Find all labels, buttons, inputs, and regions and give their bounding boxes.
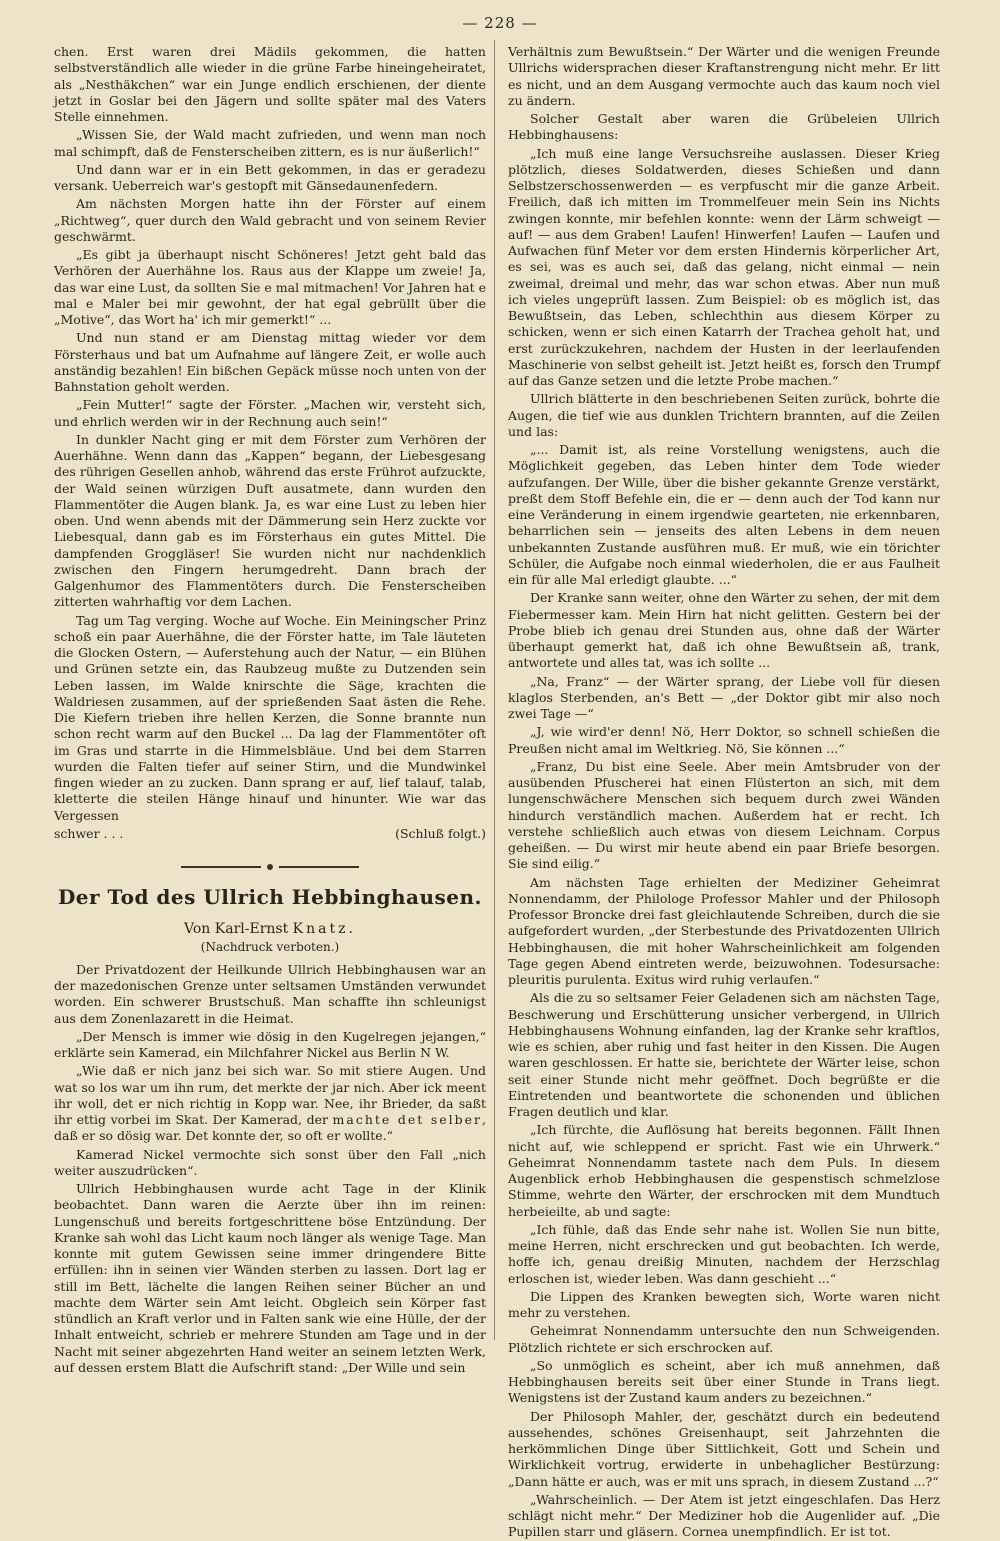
left-paragraph: Und dann war er in ein Bett gekommen, in das er geradezu versank. Ueberreich war's gestopft mit Gänsedaunenfedern.: [54, 161, 486, 193]
left-paragraph: Kamerad Nickel vermochte sich sonst über den Fall „nich weiter auszudrücken“.: [54, 1146, 486, 1178]
byline-author: Knatz.: [292, 921, 356, 937]
right-paragraph: „Wahrscheinlich. — Der Atem ist jetzt eingeschlafen. Das Herz schlägt nicht mehr.“ Der Mediziner hob die Augenlider auf. „Die Pupillen starr und gläsern. Cornea unempfindlich. Er ist tot.: [508, 1491, 940, 1540]
right-paragraph: „Na, Franz“ — der Wärter sprang, der Liebe voll für diesen klaglos Sterbenden, an's Bett — „der Doktor gibt mir also noch zwei Tage —“: [508, 673, 940, 721]
section-ornament: [54, 864, 486, 870]
story-title: Der Tod des Ullrich Hebbinghausen.: [57, 885, 483, 909]
spaced-phrase: machte det selber: [332, 1112, 483, 1128]
right-paragraph: Verhältnis zum Bewußtsein.“ Der Wärter und die wenigen Freunde Ullrichs widersprachen dieser Kraftanstrengung nicht mehr. Er litt es nicht, und an dem Ausgang vermochte auch das kaum noch viel zu ändern.: [508, 44, 940, 108]
byline: [54, 920, 486, 938]
left-paragraph: Und nun stand er am Dienstag mittag wieder vor dem Försterhaus und bat um Aufnahme auf längere Zeit, er wolle auch anständig bezahlen! Ein bißchen Gepäck müsse noch unten von der Bahnstation geholt werden.: [54, 330, 486, 394]
last-line: schwer . . .: [54, 825, 124, 841]
left-paragraph: Tag um Tag verging. Woche auf Woche. Ein Meiningscher Prinz schoß ein paar Auerhähne, die der Förster hatte, im Tale läuteten die Glocken Ostern, — Auferstehung auch der Natur, — ein Blühen und Grünen setzte ein, das Raubzeug mußte zu Dutzenden sein Leben lassen, im Walde knirschte die Säge, krachten die Waldriesen zusammen, auf der sprießenden Saat ästen die Rehe. Die Kiefern trieben ihre hellen Kerzen, die Sonne brannte nun schon recht warm auf den Buckel ... Da lag der Flammentöter oft im Gras und starrte in die Himmelsbläue. Und bei dem Starren wurden die Falten tiefer auf seiner Stirn, und die Mundwinkel fingen wieder an zu zucken. Dann sprang er auf, lief talauf, talab, kletterte die steilen Hänge hinauf und hinunter. Wie war das Vergessen: [54, 612, 486, 823]
right-paragraph: „Ich fühle, daß das Ende sehr nahe ist. Wollen Sie nun bitte, meine Herren, nicht erschrecken und gut beobachten. Ich werde, hoffe ich, genau dreißig Minuten, nachdem der Herzschlag erloschen ist, wieder leben. Was dann geschieht ...“: [508, 1221, 940, 1286]
right-paragraph: Als die zu so seltsamer Feier Geladenen sich am nächsten Tage, Beschwerung und Erschütterung unsicher verbergend, in Ullrich Hebbinghausens Wohnung einfanden, lag der Kranke sehr kraftlos, wie es schien, aber ruhig und fast heiter in den Kissen. Die Augen waren geschlossen. Er hatte sie, berichtete der Wärter leise, schon seit einer Stunde nicht mehr geöffnet. Doch begrüßte er die Eintretenden und beantwortete die schonenden und üblichen Fragen deutlich und klar.: [508, 990, 940, 1119]
left-column: [54, 44, 486, 1375]
right-paragraph: Der Kranke sann weiter, ohne den Wärter zu sehen, der mit dem Fiebermesser kam. Mein Hirn hat nicht gelitten. Gestern bei der Probe blieb ich genau drei Stunden aus, ohne daß der Wärter überhaupt gemerkt hat, daß ich ohne Bewußtsein aß, trank, antwortete und alles tat, was ich sollte ...: [508, 590, 940, 671]
right-paragraph: Solcher Gestalt aber waren die Grübeleien Ullrich Hebbinghausens:: [508, 111, 940, 143]
right-paragraph: Ullrich blätterte in den beschriebenen Seiten zurück, bohrte die Augen, die tief wie aus dunklen Trichtern brannten, auf die Zeilen und las:: [508, 391, 940, 439]
left-paragraph: [54, 1063, 486, 1144]
right-paragraph: Geheimrat Nonnendamm untersuchte den nun Schweigenden. Plötzlich richtete er sich erschrocken auf.: [508, 1323, 940, 1355]
left-paragraph: Ullrich Hebbinghausen wurde acht Tage in der Klinik beobachtet. Dann waren die Aerzte über ihn im reinen: Lungenschuß und bereits fortgeschrittene böse Entzündung. Der Kranke sah wohl das Licht kaum noch länger als wenige Tage. Man konnte mit gutem Gewissen seine immer dringendere Bitte erfüllen: ihn in seinen vier Wänden sterben zu lassen. Dort lag er still im Bett, lächelte die langen Reihen seiner Bücher an und machte dem Wärter sein Amt leicht. Obgleich sein Körper fast stündlich an Kraft verlor und in Falten sank wie eine Hülle, der der Inhalt entweicht, schrieb er mehrere Stunden am Tage und in der Nacht mit seiner abgezehrten Hand weiter an seinem letzten Werk, auf dessen erstem Blatt die Aufschrift stand: „Der Wille und sein: [54, 1181, 486, 1375]
right-paragraph: „Ich muß eine lange Versuchsreihe auslassen. Dieser Krieg plötzlich, dieses Soldatwerden, dieses Schießen und dann Selbstzerschossenwerden — es verpfuscht mir die ganze Arbeit. Freilich, daß ich mitten im Trommelfeuer mein Sein ins Nichts zwingen konnte, mir befehlen konnte: wenn der Lärm schweigt — auf! — aus dem Graben! Laufen! Hinwerfen! Laufen — Laufen und Aufwachen fünf Meter vor dem ersten Hindernis körperlicher Art, es sei, was es auch sei, daß das gelang, nicht einmal — nein zweimal, dreimal und mehr, das war schon etwas. Aber nun muß ich vieles ungeprüft lassen. Zum Beispiel: ob es möglich ist, das Bewußtsein, das Leben, schlechthin aus diesem Körper zu schicken, wenn er sich einen Katarrh der Trachea geholt hat, und erst zurückzukehren, nachdem der Husten in der leerlaufenden Maschinerie von selbst geheilt ist. Jetzt heißt es, forsch den Trumpf auf das Ganze setzen und die letzte Probe machen.“: [508, 145, 940, 388]
left-paragraph: „Wissen Sie, der Wald macht zufrieden, und wenn man noch mal schimpft, daß de Fensterscheiben zittern, es is nur äußerlich!“: [54, 127, 486, 159]
page-number: — 228 —: [462, 14, 538, 32]
right-paragraph: „Franz, Du bist eine Seele. Aber mein Amtsbruder von der ausübenden Pfuscherei hat einen Flüsterton an sich, mit dem lungenschwächere Menschen sich bequem durch zwei Wänden hindurch verständlich machen. Außerdem hat er recht. Ich verstehe schließlich auch etwas von diesem Leichnam. Corpus geheißen. — Du wirst mir heute abend ein paar Briefe besorgen. Sie sind eilig.“: [508, 758, 940, 872]
left-paragraph: Am nächsten Morgen hatte ihn der Förster auf einem „Richtweg“, quer durch den Wald gebracht und von seinem Revier geschwärmt.: [54, 196, 486, 244]
right-paragraph: Der Philosoph Mahler, der, geschätzt durch ein bedeutend aussehendes, schönes Greisenhaupt, seit Jahrzehnten die herkömmlichen Dinge über Sittlichkeit, Gott und Schein und Wirklichkeit vortrug, erwiderte in unbehaglicher Bestürzung: „Dann hätte er auch, was er mit uns sprach, in diesem Zustand ...?“: [508, 1408, 940, 1489]
left-paragraph: „Fein Mutter!“ sagte der Förster. „Machen wir, versteht sich, und ehrlich werden wir in der Rechnung auch sein!“: [54, 397, 486, 429]
right-paragraph: „J, wie wird'er denn! Nö, Herr Doktor, so schnell schießen die Preußen nicht amal im Weltkrieg. Nö, Sie können ...“: [508, 724, 940, 756]
right-paragraph: Am nächsten Tage erhielten der Mediziner Geheimrat Nonnendamm, der Philologe Professor Mahler und der Philosoph Professor Broncke drei fast gleichlautende Schreiben, durch die sie aufgefordert wurden, „der Sterbestunde des Privatdozenten Ullrich Hebbinghausen, die mit hoher Wahrscheinlichkeit am folgenden Tage gegen Abend eintreten werde, beizuwohnen. Todesursache: pleuritis purulenta. Exitus wird ruhig verlaufen.“: [508, 874, 940, 987]
left-paragraph: chen. Erst waren drei Mädils gekommen, die hatten selbstverständlich alle wieder in die grüne Farbe hineingeheiratet, als „Nesthäkchen“ war ein Junge endlich erschienen, der diente jetzt in Goslar bei den Jägern und sollte später mal des Vaters Stelle einnehmen.: [54, 44, 486, 124]
left-paragraph: Der Privatdozent der Heilkunde Ullrich Hebbinghausen war an der mazedonischen Grenze unter seltsamen Umständen verwundet worden. Ein schwerer Brustschuß. Man schaffte ihn schleunigst aus dem Zonenlazarett in die Heimat.: [54, 961, 486, 1026]
ornament-line: [181, 866, 261, 868]
byline-prefix: Von Karl-Ernst: [184, 921, 289, 937]
paragraph-text: „Wie daß er nich janz bei sich war. So mit stiere Augen. Und wat so los war um ihn rum, det merkte der jar nich. Aber ick meent ihr woll, det er nich richtig in Kopp war. Nee, ihr Brieder, da saßt ihr ettig vorbei im Skat. Der Kamerad, der: [54, 1063, 486, 1128]
left-paragraph: „Der Mensch is immer wie dösig in den Kugelregen jejangen,“ erklärte sein Kamerad, ein Milchfahrer Nickel aus Berlin N W.: [54, 1028, 486, 1061]
left-paragraph: „Es gibt ja überhaupt nischt Schöneres! Jetzt geht bald das Verhören der Auerhähne los. Raus aus der Klappe um zweie! Ja, das war eine Lust, da sollten Sie e mal mitmachen! Vor Jahren hat e mal e Maler bei mir gewohnt, der hat egal gebrüllt über die „Motive“, das Wort ha' ich mir gemerkt!“ ...: [54, 247, 486, 327]
right-paragraph: „Ich fürchte, die Auflösung hat bereits begonnen. Fällt Ihnen nicht auf, wie schleppend er spricht. Fast wie ein Uhrwerk.“ Geheimrat Nonnendamm tastete nach dem Puls. In diesem Augenblick erhob Hebbinghausen die gespenstisch schmelzlose Stimme, wehrte den Wärter, der erschrocken mit dem Mundtuch herbeieilte, ab und sagte:: [508, 1122, 940, 1219]
right-column: [508, 44, 940, 1540]
right-paragraph: „So unmöglich es scheint, aber ich muß annehmen, daß Hebbinghausen bereits seit über einer Stunde in Trans liegt. Wenigstens ist der Zustand kaum anders zu bezeichnen.“: [508, 1357, 940, 1406]
left-paragraph: In dunkler Nacht ging er mit dem Förster zum Verhören der Auerhähne. Wenn dann das „Kappen“ begann, der Liebesgesang des rührigen Gesellen anhob, während das erste Frührot aufzuckte, der Wald seinen würzigen Duft ausatmete, dann wurden den Flammentöter die Augen blank. Ja, es war eine Lust zu leben hier oben. Und wenn abends mit der Dämmerung sein Herz zuckte vor Liebesqual, dann gab es im Försterhaus ein gutes Mittel. Die dampfenden Groggläser! Sie wurden nicht nur nachdenklich zwischen den Fingern herumgedreht. Dann brach der Galgenhumor des Flammentöters durch. Die Fensterscheiben zitterten wahrhaftig vor dem Lachen.: [54, 431, 486, 610]
continuation-note: (Schluß folgt.): [395, 825, 486, 841]
column-divider: [494, 40, 495, 1340]
ornament-dot: [267, 864, 273, 870]
right-paragraph: „... Damit ist, als reine Vorstellung wenigstens, auch die Möglichkeit gegeben, das Leben hinter dem Tode wieder aufzufangen. Der Wille, über die bisher gekannte Grenze verstärkt, preßt dem Stoff Befehle ein, die er — denn auch der Tod kann nur eine Veränderung in einem irgendwie gearteten, nie erkennbaren, beharrlichen sein — jenseits des alten Lebens in dem neuen unbekannten Zustande ausführen muß. Er muß, wie ein törichter Schüler, die Aufgabe noch einmal wiederholen, die er aus Faulheit ein für alle Mal erledigt glaubte. ...“: [508, 442, 940, 587]
installment-end: [54, 826, 486, 842]
reprint-notice: (Nachdruck verboten.): [200, 940, 340, 955]
ornament-line: [279, 866, 359, 868]
paragraph-tail: , daß er so dösig war. Det konnte der, so oft er wollte.“: [54, 1112, 486, 1144]
right-paragraph: Die Lippen des Kranken bewegten sich, Worte waren nicht mehr zu verstehen.: [508, 1288, 940, 1320]
